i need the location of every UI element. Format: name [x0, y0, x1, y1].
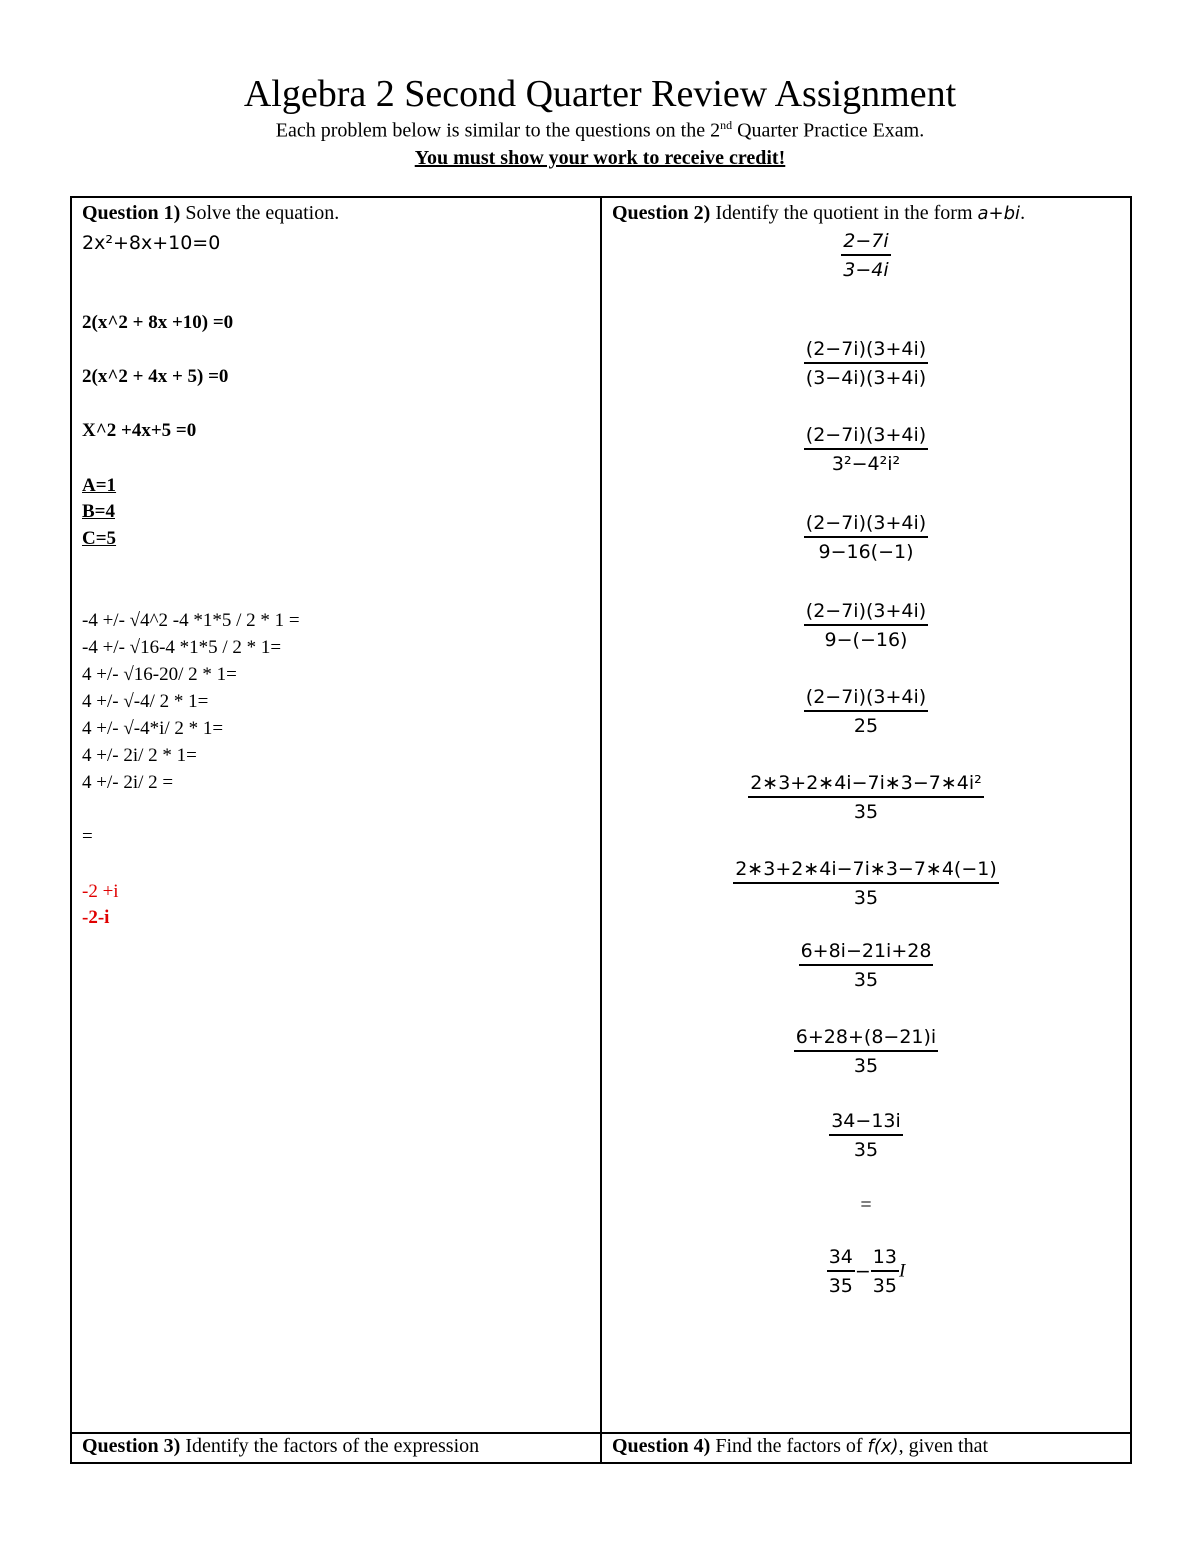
q1-answer: -2-i — [82, 907, 110, 928]
q1-coefficient-c: C=5 — [82, 528, 117, 549]
q1-work-line: -4 +/- √4^2 -4 *1*5 / 2 * 1 = — [82, 610, 300, 631]
q2-final-answer: $\frac{34}{35}$ − $\frac{13}{35}$ I — [828, 1246, 906, 1297]
q1-equation: 2x²+8x+10=0 — [82, 232, 221, 254]
question-1-cell — [71, 197, 601, 1433]
question-3-heading: Question 3) Identify the factors of the expression — [82, 1435, 480, 1457]
q1-work-line: 4 +/- √-4*i/ 2 * 1= — [82, 718, 224, 739]
q2-fraction: $\frac{(2-7i)(3+4i)}{9-(-16)}$ — [805, 600, 927, 651]
q2-fraction: $\frac{(2-7i)(3+4i)}{\text{3²−4²i²}}$ — [805, 424, 927, 475]
q1-coefficient-a: A=1 — [82, 475, 117, 496]
q1-work-line: 4 +/- 2i/ 2 = — [82, 772, 174, 793]
question-4-heading: Question 4) Find the factors of f(x), given that — [612, 1435, 989, 1457]
q1-coefficient-b: B=4 — [82, 501, 115, 522]
q2-fraction: $\frac{(2-7i)(3+4i)}{(3-4i)(3+4i)}$ — [805, 338, 927, 389]
q1-step: 2(x^2 + 4x + 5) =0 — [82, 366, 229, 387]
page-subtitle: Each problem below is similar to the questions on the 2nd Quarter Practice Exam. — [275, 118, 925, 142]
q2-fraction: $\frac{6+28+(8-21)i}{35}$ — [795, 1026, 937, 1077]
question-2-heading: Question 2) Identify the quotient in the form a+bi. — [612, 202, 1026, 224]
q1-work-line: 4 +/- 2i/ 2 * 1= — [82, 745, 197, 766]
q1-work-line: 4 +/- √-4/ 2 * 1= — [82, 691, 209, 712]
question-4-cell — [601, 1433, 1131, 1463]
question-3-cell — [71, 1433, 601, 1463]
q1-work-line: -4 +/- √16-4 *1*5 / 2 * 1= — [82, 637, 282, 658]
q2-fraction: $\frac{2∗3+2∗4i-7i∗3-7∗4(-1)}{35}$ — [735, 858, 997, 909]
q1-equals: = — [82, 826, 93, 847]
question-2-cell — [601, 197, 1131, 1433]
q2-fraction: $\frac{2-7i}{3-4i}$ — [843, 230, 889, 281]
q2-fraction: $\frac{(2-7i)(3+4i)}{9-16(-1)}$ — [805, 512, 927, 563]
q2-fraction: $\frac{\text{2∗3+2∗4i−7i∗3−7∗4i²}}{35}$ — [750, 772, 982, 823]
question-1-heading: Question 1) Solve the equation. — [82, 202, 340, 224]
q1-step: X^2 +4x+5 =0 — [82, 420, 197, 441]
q1-answer: -2 +i — [82, 881, 119, 902]
q1-work-line: 4 +/- √16-20/ 2 * 1= — [82, 664, 237, 685]
q2-fraction: $\frac{(2-7i)(3+4i)}{25}$ — [805, 686, 927, 737]
work-notice: You must show your work to receive credit! — [414, 147, 786, 169]
q2-fraction: $\frac{34-13i}{35}$ — [831, 1110, 901, 1161]
page-title: Algebra 2 Second Quarter Review Assignment — [243, 73, 957, 115]
q2-equals: = — [860, 1194, 872, 1216]
question-table — [70, 196, 1132, 1464]
q2-fraction: $\frac{6+8i-21i+28}{35}$ — [800, 940, 932, 991]
q1-step: 2(x^2 + 8x +10) =0 — [82, 312, 234, 333]
